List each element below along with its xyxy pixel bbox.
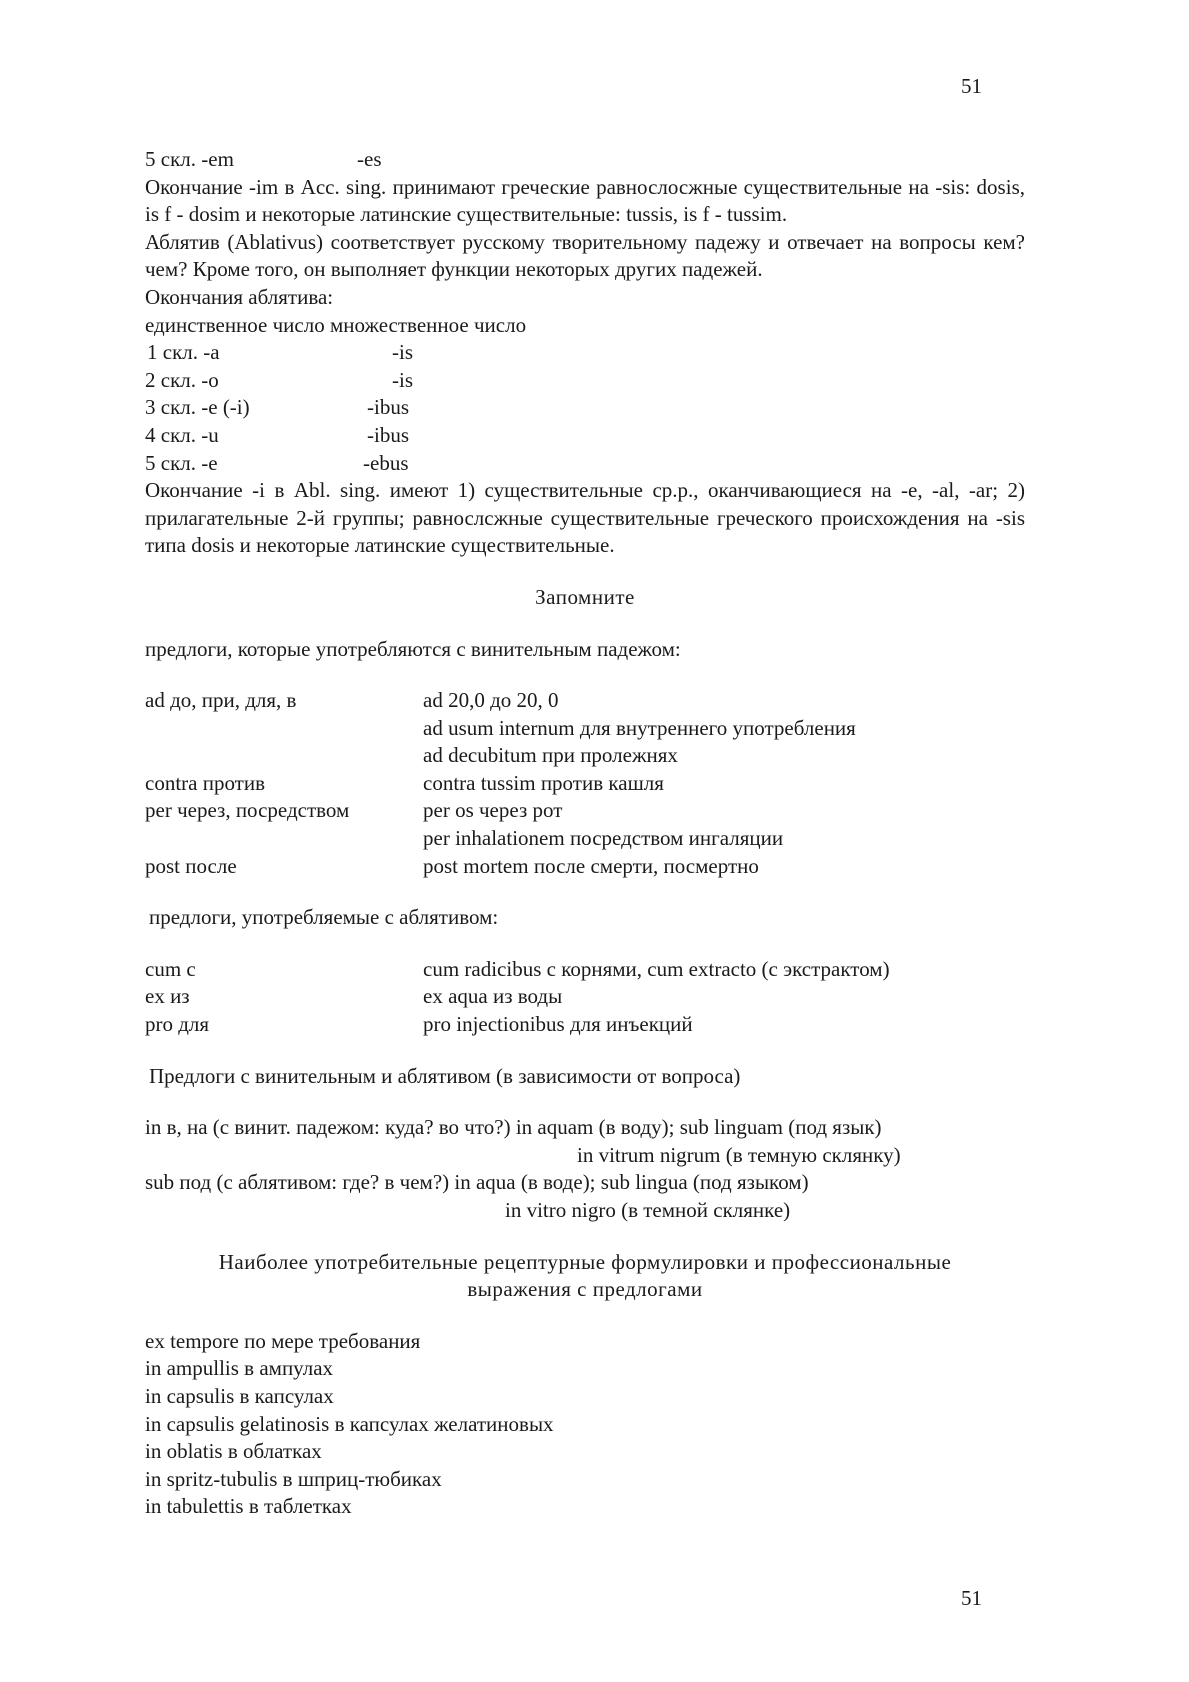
ablative-singular: 3 скл. -е (-i)	[145, 395, 250, 420]
section-heading-remember: Запомните	[535, 584, 635, 609]
preposition-example: ad 20,0 до 20, 0	[423, 688, 559, 713]
formula-item: in ampullis в ампулах	[145, 1356, 334, 1381]
preposition: pro для	[145, 1012, 210, 1037]
preposition-row	[145, 825, 1025, 853]
page-number-top: 51	[961, 74, 982, 98]
preposition-example: contra tussim против кашля	[423, 770, 664, 795]
formula-item: in capsulis gelatinosis в капсулах желатиновых	[145, 1411, 554, 1436]
ablative-plural: -ibus	[367, 422, 409, 447]
formula-item: in spritz-tubulis в шприц-тюбиках	[145, 1466, 442, 1491]
ablative-singular: 4 скл. -u	[145, 422, 219, 447]
preposition-row	[145, 956, 1025, 984]
preposition-example: ad decubitum при пролежнях	[423, 743, 678, 768]
preposition-example: cum radicibus с корнями, cum extracto (с экстрактом)	[423, 956, 890, 981]
ablative-singular: 5 скл. -e	[145, 450, 218, 475]
paragraph-ablative: Аблятив (Ablativus) соответствует русскому творительному падежу и отвечает на вопросы кем? чем? Кроме того, он выполняет функции некоторых других падежей.	[145, 229, 1025, 282]
preposition-row	[145, 742, 1025, 770]
ablative-columns-header: единственное число множественное число	[145, 312, 527, 337]
ablative-row	[145, 422, 1025, 450]
ablative-plural: -is	[392, 340, 413, 365]
preposition-example: per inhalationem посредством ингаляции	[423, 826, 784, 851]
formula-item: in capsulis в капсулах	[145, 1383, 334, 1408]
acc-ending-plural: -es	[357, 147, 382, 171]
acc-ending-row	[145, 146, 1025, 174]
ablative-prepositions-heading: предлоги, употребляемые с аблятивом:	[149, 905, 499, 930]
preposition: post после	[145, 853, 237, 878]
preposition-example: pro injectionibus для инъекций	[423, 1012, 693, 1037]
preposition-row	[145, 853, 1025, 881]
formulas-heading-line-1: Наиболее употребительные рецептурные формулировки и профессиональные	[218, 1249, 952, 1274]
formula-item: in oblatis в облатках	[145, 1439, 322, 1464]
acc-ending-singular: 5 скл. -em	[145, 147, 234, 171]
preposition-row	[145, 687, 1025, 715]
preposition: ad до, при, для, в	[145, 688, 297, 713]
ablative-row	[145, 394, 1025, 422]
ablative-row	[145, 367, 1025, 395]
preposition-row	[145, 797, 1025, 825]
preposition-row	[145, 983, 1025, 1011]
formula-item: ex tempore по мере требования	[145, 1328, 421, 1353]
ablative-row	[145, 339, 1025, 367]
both-cases-line: in vitrum nigrum (в темную склянку)	[577, 1142, 901, 1167]
preposition-example: post mortem после смерти, посмертно	[423, 853, 759, 878]
ablative-plural: -ibus	[367, 395, 409, 420]
formula-item: in tabulettis в таблетках	[145, 1494, 352, 1519]
both-cases-line: sub под (с аблятивом: где? в чем?) in aqua (в воде); sub lingua (под языком)	[145, 1170, 809, 1195]
preposition-example: per os через рот	[423, 798, 563, 823]
preposition-row	[145, 715, 1025, 743]
ablative-plural: -is	[392, 367, 413, 392]
preposition-example: ad usum internum для внутреннего употребления	[423, 715, 856, 740]
paragraph-i-ending: Окончание -i в Abl. sing. имеют 1) существительные ср.р., оканчивающиеся на -e, -al, -ar; 2) прилагательные 2-й группы; равнослсжные существительные греческого происхождения на -sis типа dosis и некоторые латинские существительные.	[145, 478, 1025, 558]
ablative-singular: 1 скл. -а	[147, 340, 220, 365]
preposition: cum с	[145, 956, 196, 981]
preposition-row	[145, 1011, 1025, 1039]
formulas-heading-line-2: выражения с предлогами	[467, 1277, 703, 1302]
paragraph-im-ending: Окончание -im в Acc. sing. принимают греческие равнослосжные существительные на -sis: dosis, is f - dosim и некоторые латинские существительные: tussis, is f - tussim.	[145, 174, 1025, 227]
preposition-example: ex aqua из воды	[423, 984, 563, 1009]
preposition: ex из	[145, 984, 190, 1009]
both-cases-heading: Предлоги с винительным и аблятивом (в зависимости от вопроса)	[149, 1063, 741, 1088]
preposition-row	[145, 770, 1025, 798]
page-content	[145, 146, 1025, 1521]
accusative-prepositions-heading: предлоги, которые употребляются с винительным падежом:	[145, 636, 681, 661]
preposition: per через, посредством	[145, 798, 350, 823]
ablative-plural: -ebus	[363, 450, 409, 475]
ablative-endings-heading: Окончания аблятива:	[145, 284, 334, 309]
ablative-singular: 2 скл. -о	[145, 367, 219, 392]
page-number-bottom: 51	[961, 1586, 982, 1610]
preposition: contra против	[145, 770, 266, 795]
ablative-row	[145, 450, 1025, 478]
both-cases-line: in vitro nigro (в темной склянке)	[505, 1198, 791, 1222]
both-cases-line: in в, на (с винит. падежом: куда? во что?) in aquam (в воду); sub linguam (под язык)	[145, 1115, 882, 1140]
